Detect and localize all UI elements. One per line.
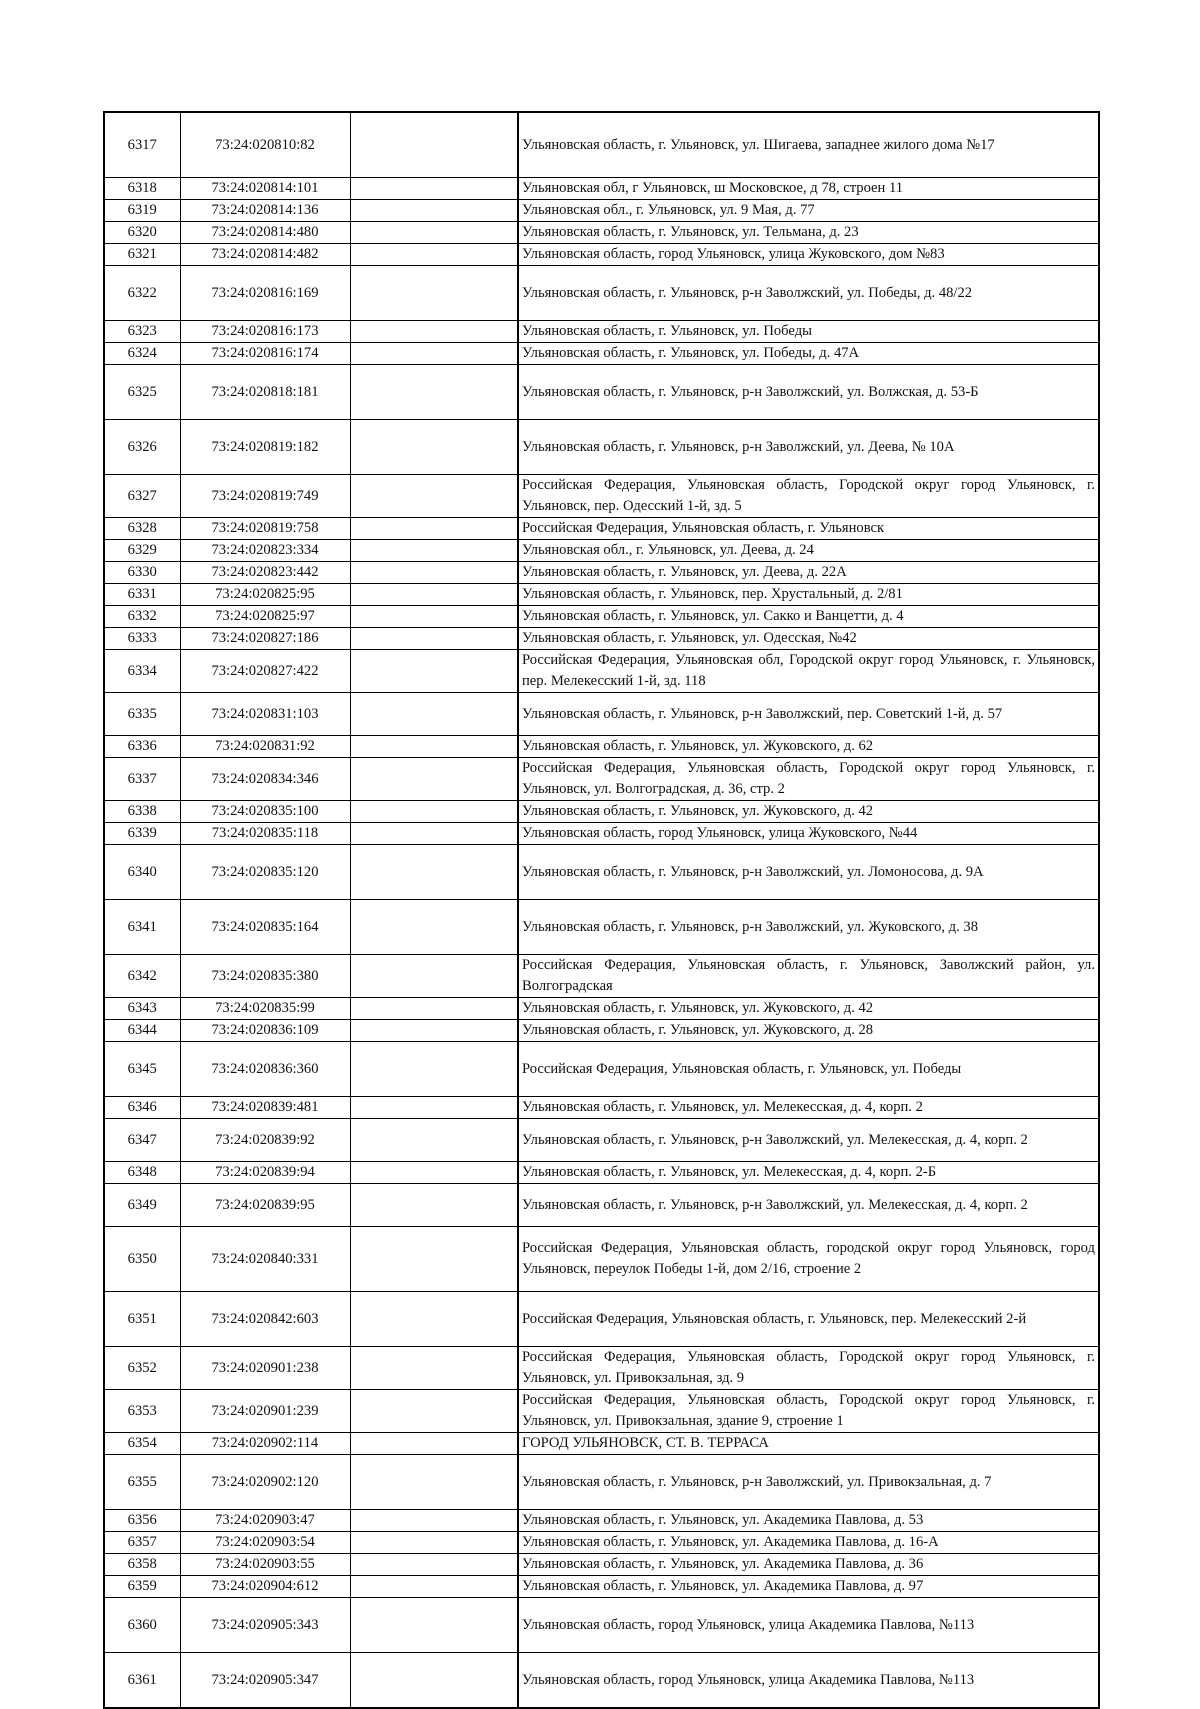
note-cell: [350, 244, 518, 266]
cadastral-number-cell: 73:24:020831:103: [180, 693, 350, 736]
address-cell: Ульяновская область, г. Ульяновск, ул. Жуковского, д. 28: [518, 1020, 1099, 1042]
address-cell: Ульяновская область, г. Ульяновск, ул. Мелекесская, д. 4, корп. 2: [518, 1097, 1099, 1119]
table-row: [104, 266, 1099, 321]
table-row: [104, 1184, 1099, 1227]
address-cell: Ульяновская область, г. Ульяновск, ул. Академика Павлова, д. 53: [518, 1510, 1099, 1532]
cadastral-number-cell: 73:24:020814:482: [180, 244, 350, 266]
table-row: [104, 1097, 1099, 1119]
table-row: [104, 420, 1099, 475]
table-row: [104, 1598, 1099, 1653]
table-row: [104, 540, 1099, 562]
row-number-cell: 6334: [104, 650, 180, 693]
note-cell: [350, 343, 518, 365]
table-row: [104, 1042, 1099, 1097]
cadastral-number-cell: 73:24:020816:173: [180, 321, 350, 343]
row-number-cell: 6359: [104, 1576, 180, 1598]
note-cell: [350, 1510, 518, 1532]
address-cell: Ульяновская область, г. Ульяновск, ул. Деева, д. 22А: [518, 562, 1099, 584]
note-cell: [350, 1598, 518, 1653]
table-row: [104, 562, 1099, 584]
note-cell: [350, 321, 518, 343]
note-cell: [350, 1576, 518, 1598]
row-number-cell: 6357: [104, 1532, 180, 1554]
row-number-cell: 6332: [104, 606, 180, 628]
row-number-cell: 6320: [104, 222, 180, 244]
row-number-cell: 6342: [104, 955, 180, 998]
cadastral-number-cell: 73:24:020816:174: [180, 343, 350, 365]
row-number-cell: 6354: [104, 1433, 180, 1455]
address-cell: Российская Федерация, Ульяновская область, г. Ульяновск, ул. Победы: [518, 1042, 1099, 1097]
note-cell: [350, 1042, 518, 1097]
note-cell: [350, 1433, 518, 1455]
address-cell: Российская Федерация, Ульяновская область, Городской округ город Ульяновск, г. Ульяновск, ул. Волгоградская, д. 36, стр. 2: [518, 758, 1099, 801]
address-cell: Ульяновская область, г. Ульяновск, р-н Заволжский, ул. Победы, д. 48/22: [518, 266, 1099, 321]
note-cell: [350, 1227, 518, 1292]
cadastral-number-cell: 73:24:020905:347: [180, 1653, 350, 1709]
row-number-cell: 6345: [104, 1042, 180, 1097]
row-number-cell: 6325: [104, 365, 180, 420]
row-number-cell: 6335: [104, 693, 180, 736]
note-cell: [350, 562, 518, 584]
address-cell: Ульяновская область, г. Ульяновск, р-н Заволжский, ул. Деева, № 10А: [518, 420, 1099, 475]
note-cell: [350, 693, 518, 736]
cadastral-number-cell: 73:24:020839:95: [180, 1184, 350, 1227]
address-cell: Ульяновская область, г. Ульяновск, ул. Жуковского, д. 42: [518, 998, 1099, 1020]
row-number-cell: 6323: [104, 321, 180, 343]
address-cell: Ульяновская область, г. Ульяновск, ул. Мелекесская, д. 4, корп. 2-Б: [518, 1162, 1099, 1184]
note-cell: [350, 1347, 518, 1390]
cadastral-number-cell: 73:24:020814:101: [180, 178, 350, 200]
note-cell: [350, 1020, 518, 1042]
cadastral-registry-table: [103, 111, 1100, 1709]
address-cell: Ульяновская обл, г Ульяновск, ш Московское, д 78, строен 11: [518, 178, 1099, 200]
table-row: [104, 1653, 1099, 1709]
cadastral-number-cell: 73:24:020835:118: [180, 823, 350, 845]
cadastral-number-cell: 73:24:020819:749: [180, 475, 350, 518]
address-cell: Ульяновская область, город Ульяновск, улица Жуковского, №44: [518, 823, 1099, 845]
table-row: [104, 823, 1099, 845]
cadastral-number-cell: 73:24:020835:164: [180, 900, 350, 955]
note-cell: [350, 628, 518, 650]
cadastral-number-cell: 73:24:020831:92: [180, 736, 350, 758]
row-number-cell: 6360: [104, 1598, 180, 1653]
note-cell: [350, 1390, 518, 1433]
note-cell: [350, 178, 518, 200]
table-row: [104, 244, 1099, 266]
table-row: [104, 955, 1099, 998]
row-number-cell: 6329: [104, 540, 180, 562]
row-number-cell: 6317: [104, 112, 180, 178]
table-row: [104, 693, 1099, 736]
address-cell: Ульяновская область, г. Ульяновск, пер. Хрустальный, д. 2/81: [518, 584, 1099, 606]
note-cell: [350, 266, 518, 321]
address-cell: Ульяновская область, г. Ульяновск, р-н Заволжский, ул. Ломоносова, д. 9А: [518, 845, 1099, 900]
table-row: [104, 900, 1099, 955]
table-row: [104, 200, 1099, 222]
note-cell: [350, 518, 518, 540]
note-cell: [350, 540, 518, 562]
row-number-cell: 6328: [104, 518, 180, 540]
address-cell: Ульяновская область, г. Ульяновск, р-н Заволжский, пер. Советский 1-й, д. 57: [518, 693, 1099, 736]
row-number-cell: 6356: [104, 1510, 180, 1532]
note-cell: [350, 1653, 518, 1709]
address-cell: Ульяновская область, г. Ульяновск, ул. Академика Павлова, д. 97: [518, 1576, 1099, 1598]
address-cell: Ульяновская область, г. Ульяновск, ул. Победы: [518, 321, 1099, 343]
row-number-cell: 6340: [104, 845, 180, 900]
address-cell: Ульяновская область, г. Ульяновск, ул. Тельмана, д. 23: [518, 222, 1099, 244]
note-cell: [350, 475, 518, 518]
row-number-cell: 6324: [104, 343, 180, 365]
registry-table-body: [104, 112, 1099, 1708]
cadastral-number-cell: 73:24:020903:47: [180, 1510, 350, 1532]
address-cell: Российская Федерация, Ульяновская область, Городской округ город Ульяновск, г. Ульяновск, ул. Привокзальная, зд. 9: [518, 1347, 1099, 1390]
table-row: [104, 1554, 1099, 1576]
address-cell: Ульяновская область, город Ульяновск, улица Академика Павлова, №113: [518, 1598, 1099, 1653]
table-row: [104, 650, 1099, 693]
cadastral-number-cell: 73:24:020905:343: [180, 1598, 350, 1653]
cadastral-number-cell: 73:24:020835:100: [180, 801, 350, 823]
row-number-cell: 6355: [104, 1455, 180, 1510]
row-number-cell: 6336: [104, 736, 180, 758]
table-row: [104, 112, 1099, 178]
address-cell: Ульяновская область, г. Ульяновск, р-н Заволжский, ул. Мелекесская, д. 4, корп. 2: [518, 1184, 1099, 1227]
table-row: [104, 584, 1099, 606]
cadastral-number-cell: 73:24:020901:238: [180, 1347, 350, 1390]
row-number-cell: 6338: [104, 801, 180, 823]
row-number-cell: 6343: [104, 998, 180, 1020]
table-row: [104, 1455, 1099, 1510]
cadastral-number-cell: 73:24:020823:442: [180, 562, 350, 584]
table-row: [104, 1532, 1099, 1554]
address-cell: Российская Федерация, Ульяновская область, Городской округ город Ульяновск, г. Ульяновск, ул. Привокзальная, здание 9, строение 1: [518, 1390, 1099, 1433]
table-row: [104, 1576, 1099, 1598]
cadastral-number-cell: 73:24:020818:181: [180, 365, 350, 420]
note-cell: [350, 222, 518, 244]
note-cell: [350, 801, 518, 823]
address-cell: Российская Федерация, Ульяновская область, г. Ульяновск: [518, 518, 1099, 540]
table-row: [104, 845, 1099, 900]
address-cell: Российская Федерация, Ульяновская область, Городской округ город Ульяновск, г. Ульяновск, пер. Одесский 1-й, зд. 5: [518, 475, 1099, 518]
row-number-cell: 6351: [104, 1292, 180, 1347]
address-cell: Ульяновская область, г. Ульяновск, ул. Жуковского, д. 62: [518, 736, 1099, 758]
note-cell: [350, 1162, 518, 1184]
cadastral-number-cell: 73:24:020836:109: [180, 1020, 350, 1042]
cadastral-number-cell: 73:24:020835:380: [180, 955, 350, 998]
row-number-cell: 6322: [104, 266, 180, 321]
address-cell: ГОРОД УЛЬЯНОВСК, СТ. В. ТЕРРАСА: [518, 1433, 1099, 1455]
note-cell: [350, 420, 518, 475]
row-number-cell: 6353: [104, 1390, 180, 1433]
note-cell: [350, 900, 518, 955]
table-row: [104, 1020, 1099, 1042]
table-row: [104, 321, 1099, 343]
address-cell: Российская Федерация, Ульяновская область, г. Ульяновск, пер. Мелекесский 2-й: [518, 1292, 1099, 1347]
table-row: [104, 606, 1099, 628]
address-cell: Ульяновская область, г. Ульяновск, р-н Заволжский, ул. Волжская, д. 53-Б: [518, 365, 1099, 420]
note-cell: [350, 845, 518, 900]
row-number-cell: 6331: [104, 584, 180, 606]
note-cell: [350, 650, 518, 693]
cadastral-number-cell: 73:24:020903:54: [180, 1532, 350, 1554]
address-cell: Ульяновская обл., г. Ульяновск, ул. 9 Мая, д. 77: [518, 200, 1099, 222]
cadastral-number-cell: 73:24:020904:612: [180, 1576, 350, 1598]
address-cell: Ульяновская область, г. Ульяновск, ул. Жуковского, д. 42: [518, 801, 1099, 823]
note-cell: [350, 1119, 518, 1162]
cadastral-number-cell: 73:24:020901:239: [180, 1390, 350, 1433]
row-number-cell: 6333: [104, 628, 180, 650]
note-cell: [350, 200, 518, 222]
table-row: [104, 1390, 1099, 1433]
note-cell: [350, 1532, 518, 1554]
note-cell: [350, 955, 518, 998]
table-row: [104, 1292, 1099, 1347]
cadastral-number-cell: 73:24:020902:114: [180, 1433, 350, 1455]
note-cell: [350, 112, 518, 178]
row-number-cell: 6330: [104, 562, 180, 584]
address-cell: Ульяновская область, город Ульяновск, улица Жуковского, дом №83: [518, 244, 1099, 266]
cadastral-number-cell: 73:24:020816:169: [180, 266, 350, 321]
row-number-cell: 6319: [104, 200, 180, 222]
cadastral-number-cell: 73:24:020839:94: [180, 1162, 350, 1184]
note-cell: [350, 998, 518, 1020]
cadastral-number-cell: 73:24:020814:136: [180, 200, 350, 222]
row-number-cell: 6352: [104, 1347, 180, 1390]
address-cell: Ульяновская область, г. Ульяновск, ул. Академика Павлова, д. 16-А: [518, 1532, 1099, 1554]
address-cell: Ульяновская область, г. Ульяновск, ул. Одесская, №42: [518, 628, 1099, 650]
address-cell: Ульяновская область, г. Ульяновск, ул. Победы, д. 47А: [518, 343, 1099, 365]
row-number-cell: 6348: [104, 1162, 180, 1184]
cadastral-number-cell: 73:24:020819:182: [180, 420, 350, 475]
cadastral-number-cell: 73:24:020823:334: [180, 540, 350, 562]
table-row: [104, 628, 1099, 650]
table-row: [104, 736, 1099, 758]
address-cell: Ульяновская область, город Ульяновск, улица Академика Павлова, №113: [518, 1653, 1099, 1709]
table-row: [104, 365, 1099, 420]
address-cell: Российская Федерация, Ульяновская обл, Городской округ город Ульяновск, г. Ульяновск, пер. Мелекесский 1-й, зд. 118: [518, 650, 1099, 693]
table-row: [104, 518, 1099, 540]
address-cell: Ульяновская область, г. Ульяновск, ул. Сакко и Ванцетти, д. 4: [518, 606, 1099, 628]
cadastral-number-cell: 73:24:020902:120: [180, 1455, 350, 1510]
note-cell: [350, 758, 518, 801]
row-number-cell: 6350: [104, 1227, 180, 1292]
table-row: [104, 475, 1099, 518]
note-cell: [350, 584, 518, 606]
row-number-cell: 6361: [104, 1653, 180, 1709]
table-row: [104, 998, 1099, 1020]
note-cell: [350, 606, 518, 628]
cadastral-number-cell: 73:24:020827:422: [180, 650, 350, 693]
table-row: [104, 1119, 1099, 1162]
row-number-cell: 6344: [104, 1020, 180, 1042]
table-row: [104, 343, 1099, 365]
cadastral-number-cell: 73:24:020810:82: [180, 112, 350, 178]
cadastral-number-cell: 73:24:020835:120: [180, 845, 350, 900]
note-cell: [350, 1554, 518, 1576]
row-number-cell: 6339: [104, 823, 180, 845]
note-cell: [350, 736, 518, 758]
address-cell: Ульяновская область, г. Ульяновск, ул. Академика Павлова, д. 36: [518, 1554, 1099, 1576]
row-number-cell: 6346: [104, 1097, 180, 1119]
cadastral-number-cell: 73:24:020827:186: [180, 628, 350, 650]
address-cell: Российская Федерация, Ульяновская область, городской округ город Ульяновск, город Ульяновск, переулок Победы 1-й, дом 2/16, строение 2: [518, 1227, 1099, 1292]
table-row: [104, 801, 1099, 823]
address-cell: Российская Федерация, Ульяновская область, г. Ульяновск, Заволжский район, ул. Волгоградская: [518, 955, 1099, 998]
note-cell: [350, 1097, 518, 1119]
note-cell: [350, 823, 518, 845]
cadastral-number-cell: 73:24:020842:603: [180, 1292, 350, 1347]
row-number-cell: 6326: [104, 420, 180, 475]
table-row: [104, 1162, 1099, 1184]
row-number-cell: 6318: [104, 178, 180, 200]
cadastral-number-cell: 73:24:020814:480: [180, 222, 350, 244]
cadastral-number-cell: 73:24:020834:346: [180, 758, 350, 801]
table-row: [104, 1347, 1099, 1390]
note-cell: [350, 1455, 518, 1510]
address-cell: Ульяновская область, г. Ульяновск, ул. Шигаева, западнее жилого дома №17: [518, 112, 1099, 178]
cadastral-number-cell: 73:24:020825:97: [180, 606, 350, 628]
cadastral-number-cell: 73:24:020903:55: [180, 1554, 350, 1576]
table-row: [104, 758, 1099, 801]
cadastral-number-cell: 73:24:020825:95: [180, 584, 350, 606]
cadastral-number-cell: 73:24:020839:92: [180, 1119, 350, 1162]
cadastral-number-cell: 73:24:020819:758: [180, 518, 350, 540]
address-cell: Ульяновская область, г. Ульяновск, р-н Заволжский, ул. Привокзальная, д. 7: [518, 1455, 1099, 1510]
cadastral-number-cell: 73:24:020840:331: [180, 1227, 350, 1292]
table-row: [104, 1433, 1099, 1455]
row-number-cell: 6327: [104, 475, 180, 518]
address-cell: Ульяновская область, г. Ульяновск, р-н Заволжский, ул. Мелекесская, д. 4, корп. 2: [518, 1119, 1099, 1162]
table-row: [104, 222, 1099, 244]
address-cell: Ульяновская обл., г. Ульяновск, ул. Деева, д. 24: [518, 540, 1099, 562]
row-number-cell: 6341: [104, 900, 180, 955]
cadastral-number-cell: 73:24:020836:360: [180, 1042, 350, 1097]
row-number-cell: 6358: [104, 1554, 180, 1576]
note-cell: [350, 365, 518, 420]
cadastral-number-cell: 73:24:020839:481: [180, 1097, 350, 1119]
table-row: [104, 1227, 1099, 1292]
row-number-cell: 6321: [104, 244, 180, 266]
row-number-cell: 6347: [104, 1119, 180, 1162]
note-cell: [350, 1292, 518, 1347]
table-row: [104, 1510, 1099, 1532]
row-number-cell: 6349: [104, 1184, 180, 1227]
row-number-cell: 6337: [104, 758, 180, 801]
note-cell: [350, 1184, 518, 1227]
table-row: [104, 178, 1099, 200]
cadastral-number-cell: 73:24:020835:99: [180, 998, 350, 1020]
address-cell: Ульяновская область, г. Ульяновск, р-н Заволжский, ул. Жуковского, д. 38: [518, 900, 1099, 955]
